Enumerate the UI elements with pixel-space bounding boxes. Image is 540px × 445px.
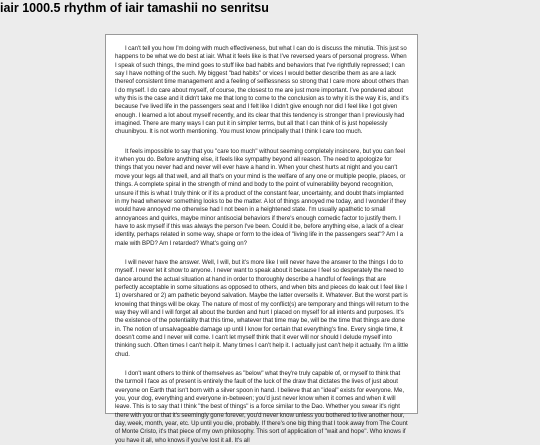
page-title: iair 1000.5 rhythm of iair tamashii no senritsu [0,1,269,15]
post-paragraph-2: It feels impossible to say that you "care too much" without seeming completely insincere, but you can feel it when you do. Before anything else, it feels like sympathy beyond all reason. The need to apologize for things that you never had and never will ever have a hand in. When your chest hurts at night and you can't move your legs all that well, and all that's on your mind is the welfare of any one or multiple people, places, or things. A complete spiral in the strength of mind and body to the point of vulnerability beyond recognition, unsure if this is what I truly think or if its a product of the constant fear, uncertainty, and doubt thats implanted in my head whenever something looks to be the matter. A lot of things annoyed me today, and I wonder if they would have annoyed me otherwise had I not been in a heightened state. I'm usually apathetic to small annoyances and quirks, maybe minor antisocial behaviors if there's enough comedic factor to justify them. I have to ask myself if this was always the person I've been. Could it be, before anything else, a lack of a clear identity, perhaps related in some way, shape or form to the idea of "living life in the passengers seat"? Am I a male with BPD? Am I retarded? What's going on? [115,147,407,247]
post-content [105,34,418,444]
post-paragraph-4: I don't want others to think of themselves as "below" what they're truly capable of, or myself to think that the turmoil I face as of present is entirely the fault of the luck of the draw that dictates the lives of just about everyone on Earth that isn't born with a silver spoon in hand. I believe that an "ideal" exists for everyone. Me, you, your dog, everything and everyone in-between; you'd just never know when it comes and when it will leave. This is to say that I think "the best of things" is a force similar to the Dao. Whether you swear it's right there with you or that it's seemingly gone forever, you'd never know unless you bothered to live another hour, day, week, month, year, etc. Up until you die, probably. If there's one big thing that I took away from The Count of Monte Cristo, it's that piece of my own philosophy. This sort of application of "wait and hope". Who knows if you have it all, who knows if you've lost it all. It's all [115,370,408,444]
post-paragraph-3: I will never have the answer. Well, I will, but it's more like I will never have the answer to the things I do to myself. I never let it show to anyone. I never want to speak about it because I feel so desperately the need to dance around the actual situation at hand in order to thoroughly describe a handful of feelings that are perfectly acceptable in some situations as opposed to others, and when bits and pieces do leak out I feel like I 1) overshared or 2) am pathetic beyond salvation. Maybe the latter oversells it. Whatever. But the worst part is knowing that things will be okay. The nature of most of my conflict(s) are temporary and things will return to the way they will and I will forget all about the burden and hurt I placed on myself for all intents and purposes. It's the existence of the potentiality that this time, whatever that time may be, will be the time that things are done in. The notion of unsalvageable damage up until I know for certain that everything's fine. Every single time, it doesn't come and I never will come. I can't let myself think that it ever will nor should I delude myself into thinking such. Often times I can't help it. Many times I can't help it. I actually just can't help it actually. I'm a little chud. [115,258,409,358]
post-paragraph-1: I can't tell you how I'm doing with much effectiveness, but what I can do is discuss the minutia. This just so happens to be what we do best at iair. What it feels like is that I've reversed years of personal progress. When I speak of such things, the mind goes to stuff like bad habits and behaviors that I've rightfully repressed; I can say I have nothing of the such. My biggest "bad habits" or vices I would better describe them as are a lack thereof consistent time management and a feeling of selflessness so strong that I care more about others than I do myself. I do care about myself, of course, the closest to me are just more important. I've pondered about why this is the case and it didn't take me that long to come to the conclusion as to why it is the way it is, and it's because I've lived life in the passengers seat and I felt like I didn't give enough nor did I feel like I got given enough. I learned a lot about myself recently, and its clear that this tendency is stronger than I previously had imagined. There are many ways I can put it in simpler terms, but all that I can think of is just hopelessly chuunibyou. It is not worth mentioning. You must know principally that I think I care too much. [115,45,409,136]
